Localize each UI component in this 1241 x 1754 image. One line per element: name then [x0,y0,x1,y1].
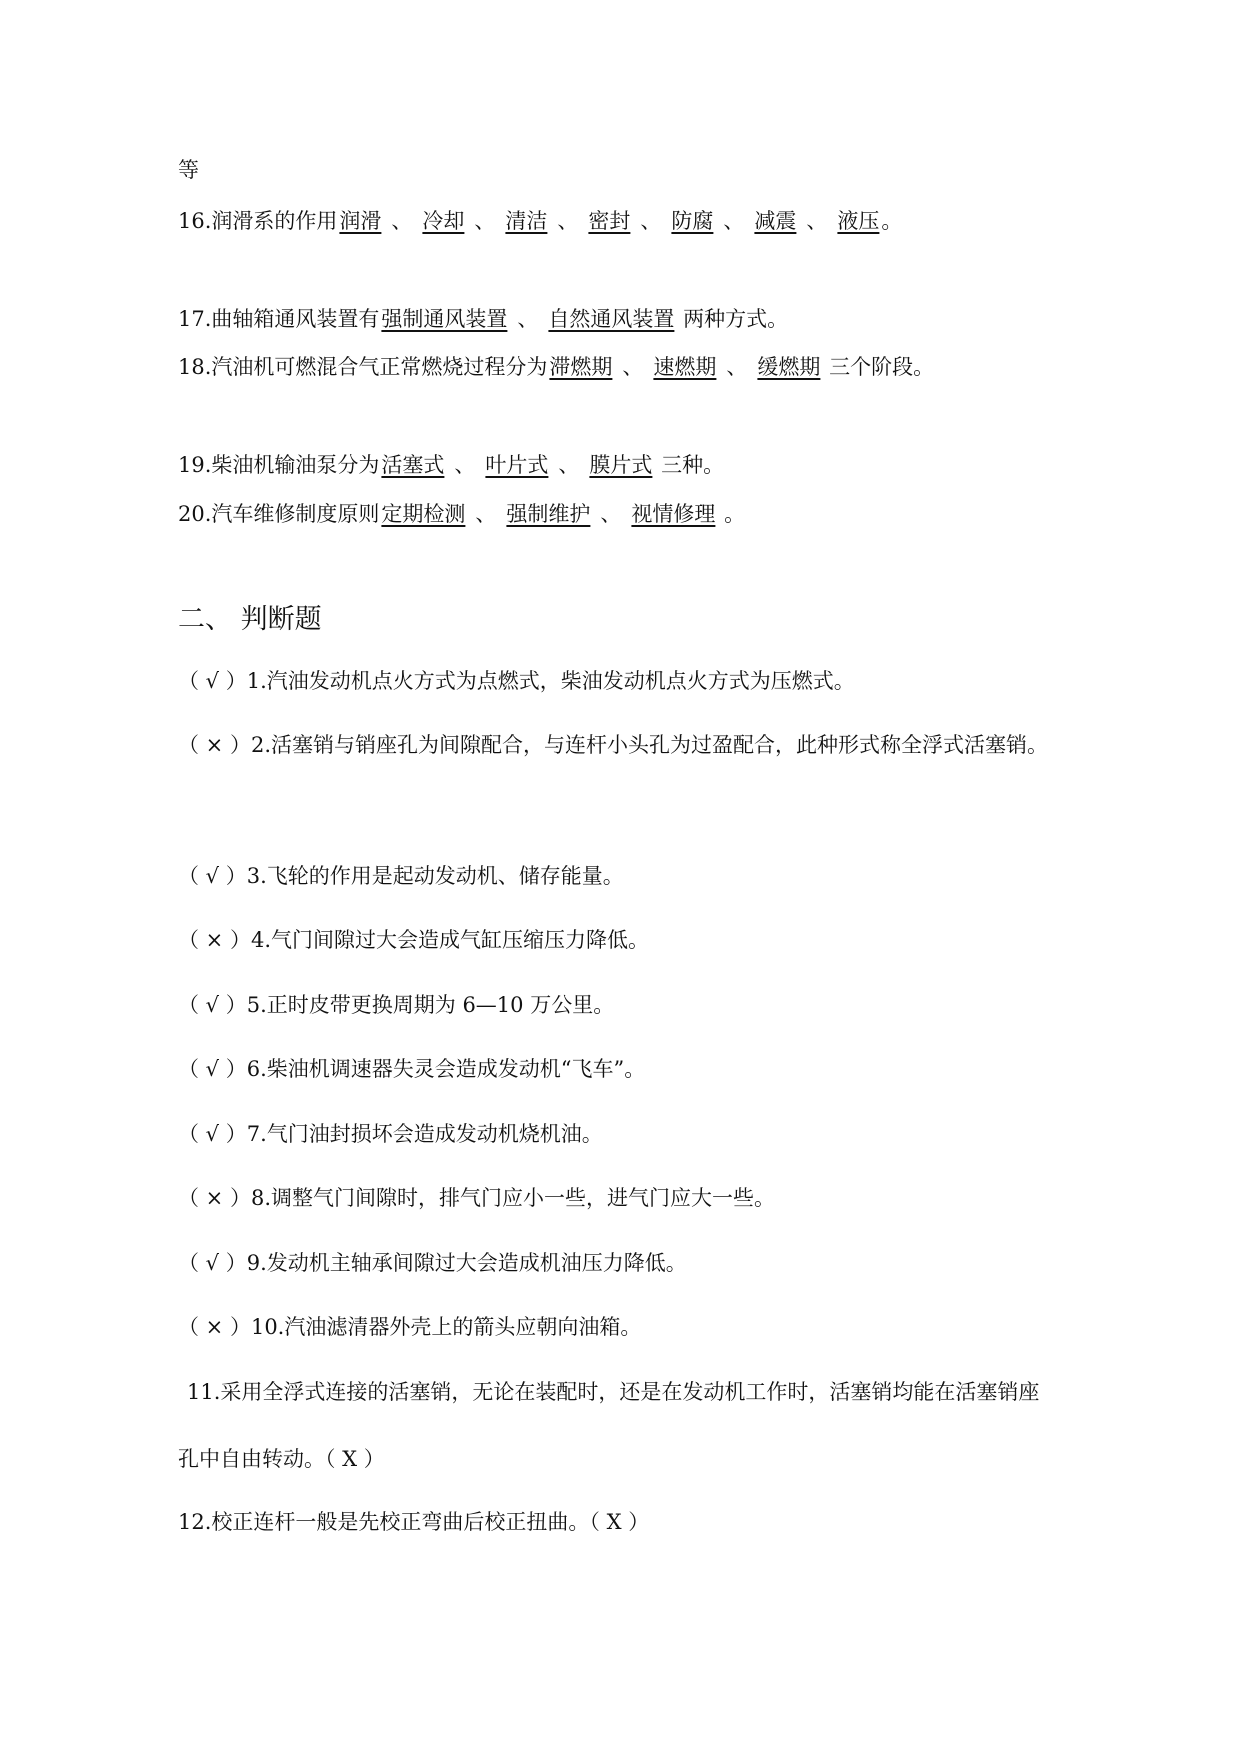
answer-blank: 速燃期 [653,355,717,379]
separator: 、 [517,307,539,331]
question-11-line-1: 11.采用全浮式连接的活塞销，无论在装配时，还是在发动机工作时，活塞销均能在活塞销座 [187,1380,1040,1404]
question-11-line-2: 孔中自由转动。（ X ） [178,1447,385,1471]
question-18-prefix: 18.汽油机可燃混合气正常燃烧过程分为 [178,355,548,379]
question-16-suffix: 。 [881,209,903,233]
question-20 [178,499,745,529]
answer-mark: （ × ） [178,928,251,952]
tf-item [178,990,614,1020]
tf-item [178,1183,775,1213]
separator: 、 [726,355,748,379]
question-18-suffix: 三个阶段。 [829,355,935,379]
answer-blank: 液压 [837,209,880,233]
question-12: 12.校正连杆一般是先校正弯曲后校正扭曲。（ X ） [178,1510,650,1534]
tf-item [178,1312,641,1342]
answer-blank: 防腐 [671,209,714,233]
separator: 、 [454,453,476,477]
tf-item-text: 1.汽油发动机点火方式为点燃式，柴油发动机点火方式为压燃式。 [246,669,855,693]
separator: 、 [474,209,496,233]
tf-item-text: 2.活塞销与销座孔为间隙配合，与连杆小头孔为过盈配合，此种形式称全浮式活塞销。 [250,733,1048,757]
tf-item [178,730,1048,760]
answer-blank: 视情修理 [631,502,716,526]
question-17-suffix: 两种方式。 [683,307,789,331]
tf-item [178,925,649,955]
tf-item-text: 3.飞轮的作用是起动发动机、储存能量。 [246,864,624,888]
separator: 、 [558,453,580,477]
question-19 [178,450,724,480]
tf-item-text: 10.汽油滤清器外壳上的箭头应朝向油箱。 [250,1315,642,1339]
tf-item-text: 9.发动机主轴承间隙过大会造成机油压力降低。 [246,1251,687,1275]
answer-blank: 膜片式 [589,453,653,477]
question-20-prefix: 20.汽车维修制度原则 [178,502,380,526]
tf-item-text: 4.气门间隙过大会造成气缸压缩压力降低。 [250,928,649,952]
separator: 、 [622,355,644,379]
separator: 、 [723,209,745,233]
question-19-prefix: 19.柴油机输油泵分为 [178,453,380,477]
tf-item-text: 6.柴油机调速器失灵会造成发动机“飞车”。 [246,1057,646,1081]
tf-item-text: 8.调整气门间隙时，排气门应小一些，进气门应大一些。 [250,1186,775,1210]
answer-blank: 密封 [588,209,631,233]
continuation-text [178,155,199,185]
separator: 、 [806,209,828,233]
separator: 、 [600,502,622,526]
section-heading: 二、 判断题 [178,604,322,635]
answer-blank: 清洁 [505,209,548,233]
separator: 、 [475,502,497,526]
answer-blank: 强制维护 [506,502,591,526]
answer-mark: （ × ） [178,733,251,757]
answer-blank: 定期检测 [381,502,466,526]
tf-item-text: 7.气门油封损坏会造成发动机烧机油。 [246,1122,603,1146]
answer-blank: 冷却 [422,209,465,233]
answer-blank: 滞燃期 [549,355,613,379]
tf-item [178,666,855,696]
continuation-word: 等 [178,158,199,182]
answer-blank: 缓燃期 [757,355,821,379]
question-17 [178,304,788,334]
separator: 、 [557,209,579,233]
answer-mark: （ × ） [178,1315,251,1339]
separator: 、 [640,209,662,233]
separator: 、 [391,209,413,233]
question-19-suffix: 三种。 [661,453,725,477]
answer-blank: 活塞式 [381,453,445,477]
answer-blank: 叶片式 [485,453,549,477]
answer-mark: （ √ ） [178,864,247,888]
answer-mark: （ × ） [178,1186,251,1210]
answer-blank: 自然通风装置 [548,307,675,331]
answer-blank: 减震 [754,209,797,233]
tf-item [178,1248,687,1278]
tf-item-text: 5.正时皮带更换周期为 6—10 万公里。 [246,993,615,1017]
tf-item [178,1054,645,1084]
question-20-suffix: 。 [724,502,746,526]
question-16-prefix: 16.润滑系的作用 [178,209,338,233]
question-16 [178,206,902,236]
answer-mark: （ √ ） [178,1122,247,1146]
answer-blank: 强制通风装置 [381,307,508,331]
answer-blank: 润滑 [339,209,382,233]
answer-mark: （ √ ） [178,993,247,1017]
answer-mark: （ √ ） [178,669,247,693]
answer-mark: （ √ ） [178,1057,247,1081]
tf-item [178,1119,603,1149]
tf-item [178,861,624,891]
question-17-prefix: 17.曲轴箱通风装置有 [178,307,380,331]
answer-mark: （ √ ） [178,1251,247,1275]
question-18 [178,352,934,382]
